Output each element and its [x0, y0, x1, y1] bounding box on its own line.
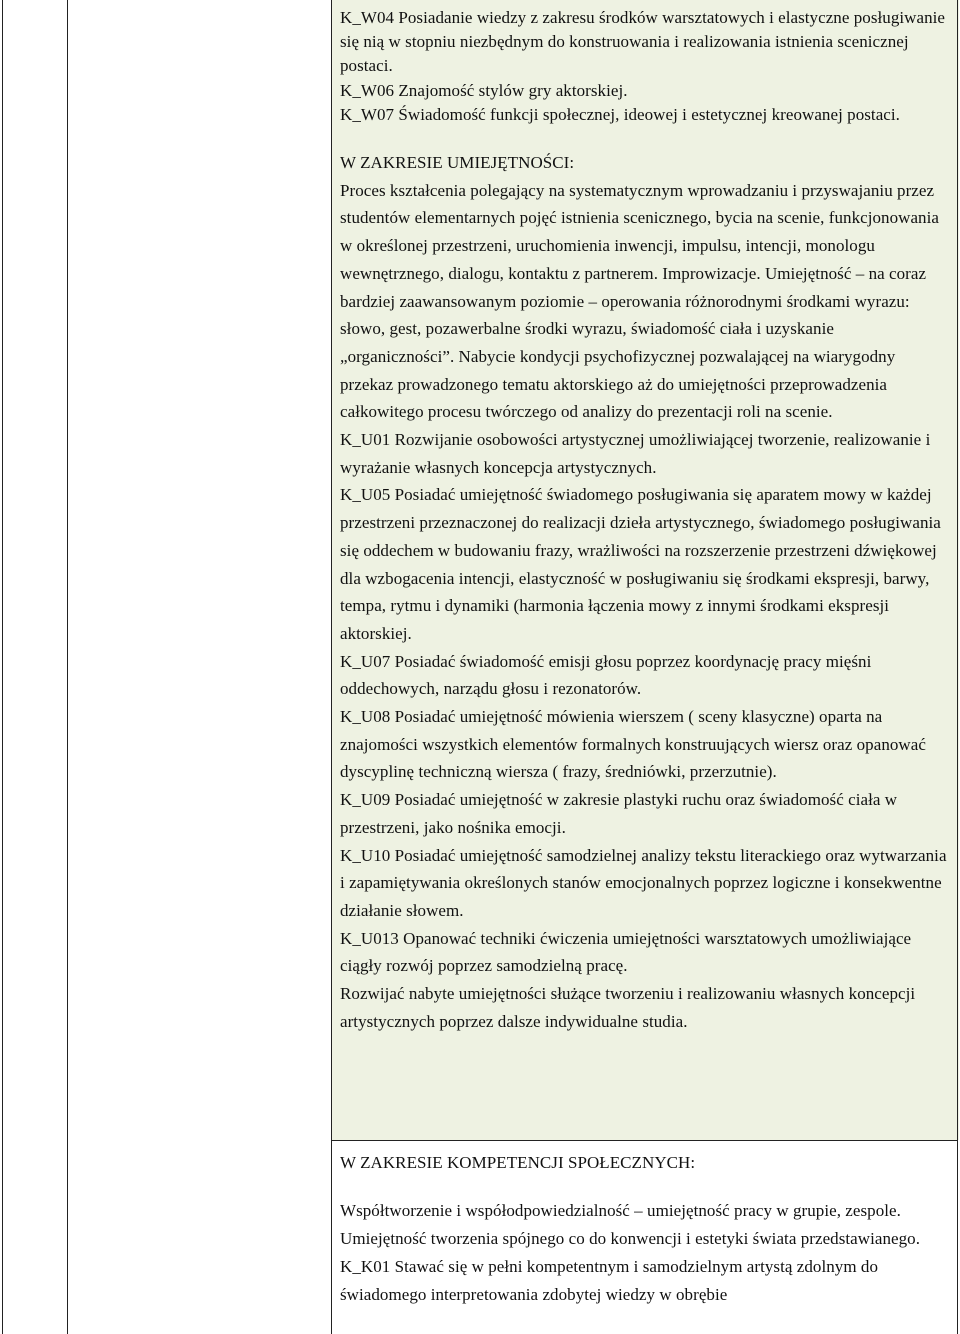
competences-paragraph: K_K01 Stawać się w pełni kompetentnym i samodzielnym artystą zdolnym do świadomego interpretowania zdobytej wiedzy w obrębie	[340, 1257, 879, 1304]
knowledge-paragraph: K_W04 Posiadanie wiedzy z zakresu środków warsztatowych i elastyczne posługiwanie się nią w stopniu niezbędnym do konstruowania i realizowania istnienia scenicznej postaci.	[340, 8, 946, 76]
skills-paragraph: K_U09 Posiadać umiejętność w zakresie plastyki ruchu oraz świadomość ciała w przestrzeni, jako nośnika emocji.	[340, 790, 898, 837]
spacer	[340, 1177, 950, 1197]
table-column-divider	[331, 0, 332, 1334]
skills-paragraph: K_U013 Opanować techniki ćwiczenia umiejętności warsztatowych umożliwiające ciągły rozwój poprzez samodzielną pracę.	[340, 928, 912, 976]
competences-paragraph: Współtworzenie i współodpowiedzialność – umiejętność pracy w grupie, zespole. Umiejętność tworzenia spójnego co do konwencji i estetyki świata przedstawianego.	[340, 1201, 920, 1248]
skills-paragraph: K_U10 Posiadać umiejętność samodzielnej analizy tekstu literackiego oraz wytwarzania i zapamiętywania określonych stanów emocjonalnych poprzez logiczne i konsekwentne działanie słowem.	[340, 845, 947, 920]
table-border-left	[2, 0, 3, 1334]
table-column-divider	[67, 0, 68, 1334]
skills-heading: W ZAKRESIE UMIEJĘTNOŚCI:	[340, 153, 575, 172]
skills-section	[340, 149, 950, 1036]
skills-paragraph: K_U05 Posiadać umiejętność świadomego posługiwania się aparatem mowy w każdej przestrzeni przeznaczonej do realizacji dzieła artystycznego, świadomego posługiwania się oddechem w budowaniu frazy, wrażliwości na rozszerzenie przestrzeni dźwiękowej dla wzbogacenia intencji, elastyczność w posługiwaniu się środkami ekspresji, barwy, tempa, rytmu i dynamiki (harmonia łączenia mowy z innymi środkami ekspresji aktorskiej.	[340, 485, 941, 643]
table-border-right	[957, 0, 958, 1334]
skills-paragraph: K_U01 Rozwijanie osobowości artystycznej umożliwiającej tworzenie, realizowanie i wyrażanie własnych koncepcja artystycznych.	[340, 430, 931, 477]
knowledge-section	[340, 6, 950, 127]
skills-paragraph: Rozwijać nabyte umiejętności służące tworzeniu i realizowaniu własnych koncepcji artystycznych poprzez dalsze indywidualne studia.	[340, 984, 916, 1031]
competences-section	[340, 1149, 950, 1309]
skills-paragraph: Proces kształcenia polegający na systematycznym wprowadzaniu i przyswajaniu przez studentów elementarnych pojęć istnienia scenicznego, bycia na scenie, funkcjonowania w określonej przestrzeni, uruchomienia inwencji, impulsu, intencji, monologu wewnętrznego, dialogu, kontaktu z partnerem. Improwizacje. Umiejętność – na coraz bardziej zaawansowanym poziomie – operowania różnorodnymi środkami wyrazu: słowo, gest, pozawerbalne środki wyrazu, świadomość ciała i uzyskanie „organiczności”. Nabycie kondycji psychofizycznej pozwalającej na wiarygodny przekaz prowadzonego tematu aktorskiego aż do umiejętności przeprowadzenia całkowitego procesu twórczego od analizy do prezentacji roli na scenie.	[340, 180, 939, 422]
competences-heading: W ZAKRESIE KOMPETENCJI SPOŁECZNYCH:	[340, 1153, 696, 1172]
knowledge-paragraph: K_W06 Znajomość stylów gry aktorskiej.	[340, 80, 628, 100]
skills-paragraph: K_U07 Posiadać świadomość emisji głosu poprzez koordynację pracy mięśni oddechowych, narządu głosu i rezonatorów.	[340, 651, 872, 699]
knowledge-paragraph: K_W07 Świadomość funkcji społecznej, ideowej i estetycznej kreowanej postaci.	[340, 104, 900, 124]
skills-paragraph: K_U08 Posiadać umiejętność mówienia wierszem ( sceny klasyczne) oparta na znajomości wszystkich elementów formalnych konstruujących wiersz oraz opanować dyscyplinę techniczną wiersza ( frazy, średniówki, przerzutnie).	[340, 707, 926, 782]
table-row-divider	[331, 1140, 958, 1141]
